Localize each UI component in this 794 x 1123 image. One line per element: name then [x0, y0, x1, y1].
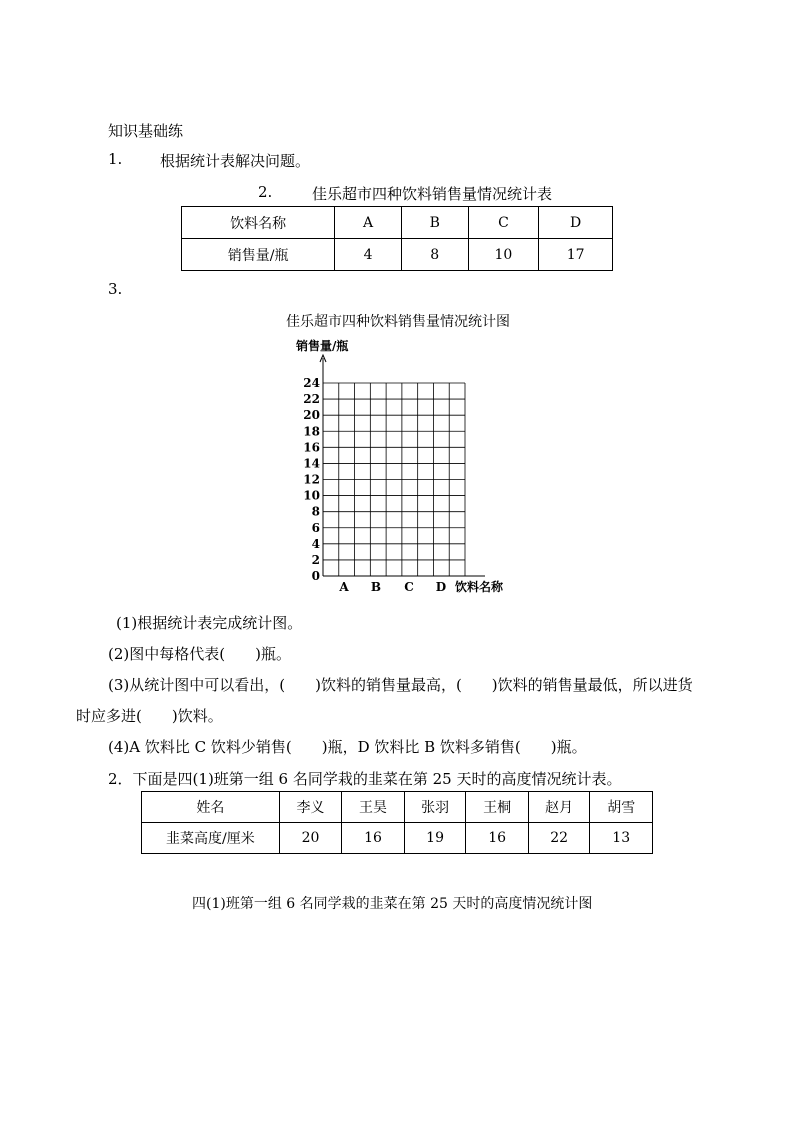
chart-y-tick-label: 24 — [303, 376, 320, 390]
chives-table-header-label: 姓名 — [142, 792, 280, 823]
question-1-text: 根据统计表解决问题。 — [160, 152, 311, 170]
chives-table-value-3: 19 — [404, 823, 466, 854]
table-title: 佳乐超市四种饮料销售量情况统计表 — [312, 185, 553, 203]
chart-x-tick-label: A — [339, 580, 349, 594]
chart-y-tick-label: 2 — [311, 552, 320, 567]
chives-table-name-4: 王桐 — [466, 792, 529, 823]
chart-y-tick-label: 6 — [311, 520, 320, 535]
sales-table-row-label: 销售量/瓶 — [182, 239, 335, 271]
chart-x-axis-label: 饮料名称 — [455, 580, 504, 594]
chart-y-tick-label: 14 — [303, 456, 320, 471]
chart-x-tick-label: B — [370, 580, 382, 594]
chart-y-tick-label: 12 — [303, 472, 320, 487]
chart-x-tick-label: D — [435, 580, 447, 594]
sales-table-col-c: C — [468, 207, 539, 239]
sub-question-1: (1)根据统计表完成统计图。 — [116, 614, 303, 632]
chart-y-tick-label: 18 — [303, 424, 320, 439]
item-3-number: 3. — [108, 280, 123, 298]
chart-y-tick-label: 16 — [303, 440, 320, 455]
chart-y-tick-label: 10 — [303, 488, 320, 503]
chives-table-value-4: 16 — [466, 823, 529, 854]
chives-table-name-3: 张羽 — [404, 792, 466, 823]
chives-table-name-5: 赵月 — [528, 792, 590, 823]
sub-question-2: (2)图中每格代表( )瓶。 — [108, 645, 291, 663]
sales-table-col-b: B — [401, 207, 468, 239]
chart-grid — [323, 383, 465, 576]
chart-y-tick-label: 4 — [311, 536, 320, 551]
question-1-number: 1. — [108, 150, 123, 168]
chives-chart-title: 四(1)班第一组 6 名同学栽的韭菜在第 25 天时的高度情况统计图 — [192, 896, 593, 912]
sales-table-value-a: 4 — [335, 239, 402, 271]
chart-title: 佳乐超市四种饮料销售量情况统计图 — [286, 314, 510, 330]
chart-y-ticks — [303, 376, 320, 583]
question-2-text: 2．下面是四(1)班第一组 6 名同学栽的韭菜在第 25 天时的高度情况统计表。 — [108, 770, 622, 788]
chart-y-tick-label: 20 — [303, 408, 320, 423]
sub-question-4: (4)A 饮料比 C 饮料少销售( )瓶，D 饮料比 B 饮料多销售( )瓶。 — [108, 738, 587, 756]
table-title-number: 2. — [258, 183, 273, 201]
chart-x-tick-label: C — [404, 580, 414, 594]
chives-table-name-6: 胡雪 — [590, 792, 653, 823]
chives-table-value-2: 16 — [342, 823, 405, 854]
chart-y-tick-label: 0 — [311, 569, 320, 583]
sub-question-3-line-1: (3)从统计图中可以看出，( )饮料的销售量最高，( )饮料的销售量最低，所以进货 — [108, 676, 693, 694]
sales-table — [181, 206, 613, 271]
sales-table-value-d: 17 — [539, 239, 613, 271]
sales-table-value-c: 10 — [468, 239, 539, 271]
sales-table-col-a: A — [335, 207, 402, 239]
section-heading: 知识基础练 — [108, 122, 184, 140]
chart-y-tick-label: 22 — [303, 392, 320, 407]
sales-table-header-label: 饮料名称 — [182, 207, 335, 239]
chives-table-row-label: 韭菜高度/厘米 — [142, 823, 280, 854]
chives-table — [141, 791, 653, 854]
chives-table-name-2: 王昊 — [342, 792, 405, 823]
chart-y-tick-label: 8 — [311, 504, 320, 519]
chart-x-ticks — [338, 580, 446, 594]
chives-table-name-1: 李义 — [279, 792, 342, 823]
chart-y-axis-label: 销售量/瓶 — [296, 339, 349, 353]
chives-table-value-5: 22 — [528, 823, 590, 854]
chives-table-value-6: 13 — [590, 823, 653, 854]
sub-question-3-line-2: 时应多进( )饮料。 — [76, 707, 223, 725]
sales-table-value-b: 8 — [401, 239, 468, 271]
chives-table-value-1: 20 — [279, 823, 342, 854]
sales-chart — [280, 336, 520, 598]
sales-table-col-d: D — [539, 207, 613, 239]
